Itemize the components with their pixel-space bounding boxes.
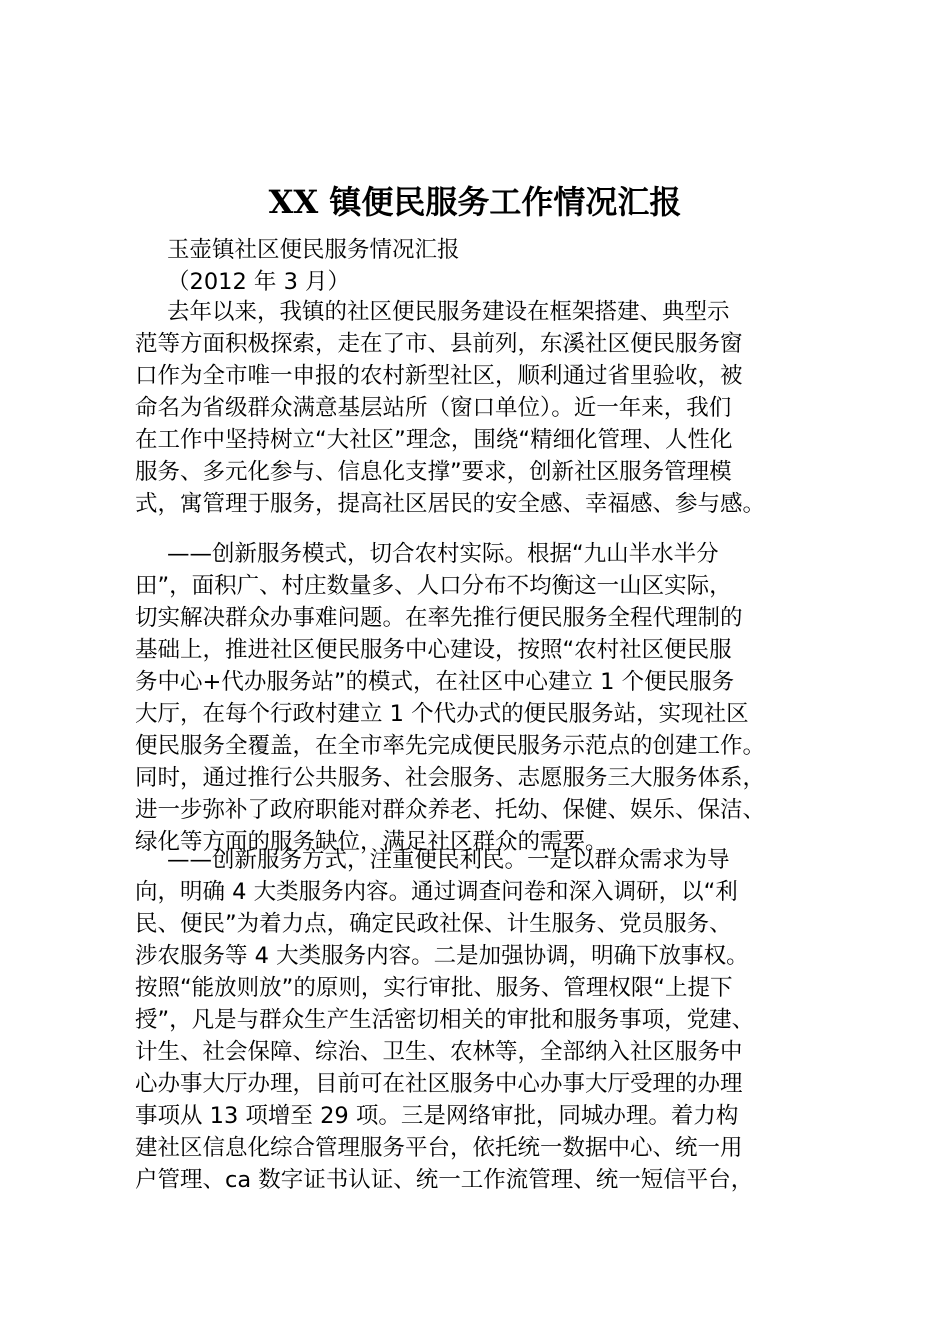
paragraph-line: 建社区信息化综合管理服务平台，依托统一数据中心、统一用 xyxy=(135,1135,743,1161)
paragraph-line: 授”，凡是与群众生产生活密切相关的审批和服务事项，党建、 xyxy=(135,1007,755,1033)
paragraph-line: 民、便民”为着力点，确定民政社保、计生服务、党员服务、 xyxy=(135,911,732,937)
paragraph-line: 大厅，在每个行政村建立 1 个代办式的便民服务站，实现社区 xyxy=(135,701,749,727)
paragraph-line: 命名为省级群众满意基层站所（窗口单位）。近一年来，我们 xyxy=(135,395,732,421)
paragraph-line: 便民服务全覆盖，在全市率先完成便民服务示范点的创建工作。 xyxy=(135,733,766,759)
paragraph-line: 心办事大厅办理，目前可在社区服务中心办事大厅受理的办理 xyxy=(135,1071,743,1097)
paragraph-line: 切实解决群众办事难问题。在率先推行便民服务全程代理制的 xyxy=(135,605,743,631)
paragraph-line: 去年以来，我镇的社区便民服务建设在框架搭建、典型示 xyxy=(167,299,730,325)
paragraph-line: 服务、多元化参与、信息化支撑”要求，创新社区服务管理模 xyxy=(135,459,732,485)
subtitle-block xyxy=(135,234,835,298)
title-text: 镇便民服务工作情况汇报 xyxy=(318,183,682,221)
paragraph-line: 进一步弥补了政府职能对群众养老、托幼、保健、娱乐、保洁、 xyxy=(135,797,766,823)
paragraph-line: 计生、社会保障、综治、卫生、农林等，全部纳入社区服务中 xyxy=(135,1039,743,1065)
paragraph-line: 范等方面积极探索，走在了市、县前列，东溪社区便民服务窗 xyxy=(135,331,743,357)
paragraph-line: 基础上，推进社区便民服务中心建设，按照“农村社区便民服 xyxy=(135,637,732,663)
paragraph-1 xyxy=(135,296,835,520)
paragraph-line: 在工作中坚持树立“大社区”理念，围绕“精细化管理、人性化 xyxy=(135,427,733,453)
paragraph-line: 户管理、ca 数字证书认证、统一工作流管理、统一短信平台， xyxy=(135,1167,754,1193)
paragraph-line: ——创新服务模式，切合农村实际。根据“九山半水半分 xyxy=(167,541,719,567)
paragraph-line: 式，寓管理于服务，提高社区居民的安全感、幸福感、参与感。 xyxy=(135,491,766,517)
subtitle: 玉壶镇社区便民服务情况汇报 xyxy=(167,237,460,263)
date-line: （2012 年 3 月） xyxy=(167,269,351,295)
paragraph-line: 务中心+代办服务站”的模式，在社区中心建立 1 个便民服务 xyxy=(135,669,735,695)
paragraph-line: 事项从 13 项增至 29 项。三是网络审批，同城办理。着力构 xyxy=(135,1103,739,1129)
title-prefix: XX xyxy=(268,183,319,221)
paragraph-line: 涉农服务等 4 大类服务内容。二是加强协调，明确下放事权。 xyxy=(135,943,749,969)
paragraph-line: 田”，面积广、村庄数量多、人口分布不均衡这一山区实际， xyxy=(135,573,732,599)
paragraph-line: 按照“能放则放”的原则，实行审批、服务、管理权限“上提下 xyxy=(135,975,733,1001)
paragraph-2 xyxy=(135,538,835,858)
paragraph-line: 同时，通过推行公共服务、社会服务、志愿服务三大服务体系， xyxy=(135,765,766,791)
paragraph-line: 口作为全市唯一申报的农村新型社区，顺利通过省里验收，被 xyxy=(135,363,743,389)
paragraph-line: 绿化等方面的服务缺位，满足社区群众的需要。 xyxy=(135,829,608,855)
paragraph-line: 向，明确 4 大类服务内容。通过调查问卷和深入调研，以“利 xyxy=(135,879,738,905)
document-title xyxy=(0,180,950,224)
paragraph-3 xyxy=(135,844,835,1196)
paragraph-line: ——创新服务方式，注重便民利民。一是以群众需求为导 xyxy=(167,847,730,873)
